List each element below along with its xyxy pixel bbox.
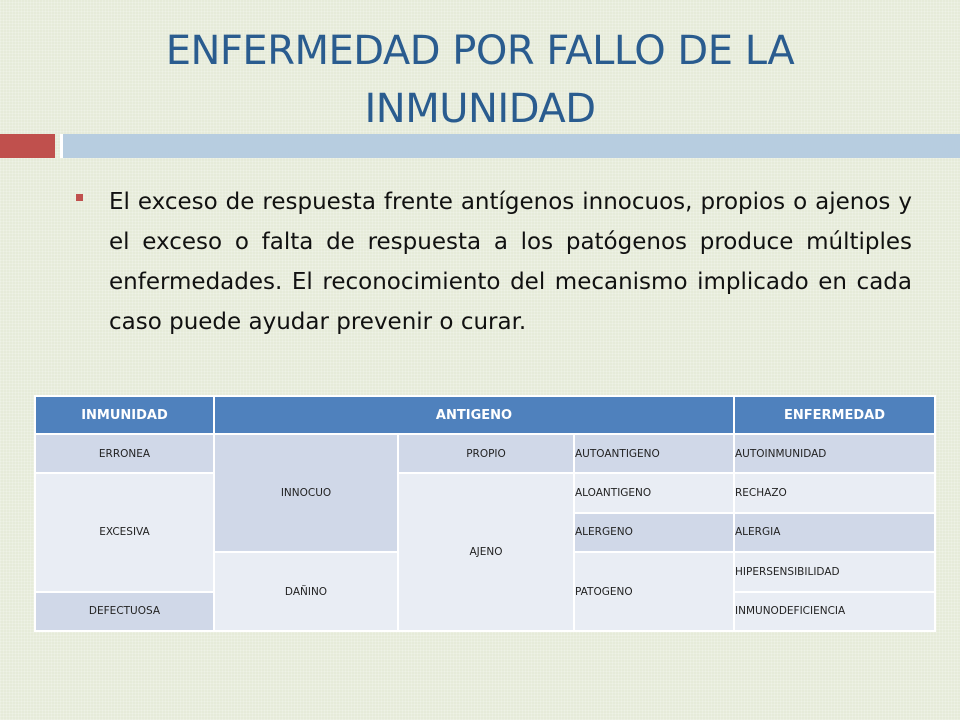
- table-row: [35, 473, 935, 512]
- cell-erronea: ERRONEA: [35, 434, 214, 473]
- cell-autoantigeno: AUTOANTIGENO: [574, 434, 734, 473]
- immunity-table: [34, 395, 936, 632]
- bullet-item: [76, 182, 912, 342]
- cell-alergia: ALERGIA: [734, 513, 935, 552]
- cell-rechazo: RECHAZO: [734, 473, 935, 512]
- bullet-text: El exceso de respuesta frente antígenos innocuos, propios o ajenos y el exceso o falta de respuesta a los patógenos produce múltiples enfermedades. El reconocimiento del mecanismo implicado en cada caso puede ayudar prevenir o curar.: [109, 189, 912, 335]
- cell-patogeno: PATOGENO: [574, 552, 734, 631]
- square-bullet-icon: [76, 194, 83, 201]
- slide-title: [60, 22, 900, 138]
- cell-innocuo: INNOCUO: [214, 434, 398, 552]
- header-antigeno: ANTIGENO: [214, 396, 734, 434]
- cell-alergeno: ALERGENO: [574, 513, 734, 552]
- cell-hipersensibilidad: HIPERSENSIBILIDAD: [734, 552, 935, 591]
- header-enfermedad: ENFERMEDAD: [734, 396, 935, 434]
- table-header-row: [35, 396, 935, 434]
- slide-title-line-2: INMUNIDAD: [364, 86, 596, 132]
- accent-bar-red: [0, 134, 55, 158]
- table-row: [35, 434, 935, 473]
- cell-ajeno: AJENO: [398, 473, 574, 631]
- cell-inmunodeficiencia: INMUNODEFICIENCIA: [734, 592, 935, 631]
- cell-aloantigeno: ALOANTIGENO: [574, 473, 734, 512]
- header-inmunidad: INMUNIDAD: [35, 396, 214, 434]
- cell-danino: DAÑINO: [214, 552, 398, 631]
- slide-title-line-1: ENFERMEDAD POR FALLO DE LA: [165, 28, 795, 74]
- cell-excesiva: EXCESIVA: [35, 473, 214, 591]
- cell-autoinmunidad: AUTOINMUNIDAD: [734, 434, 935, 473]
- cell-propio: PROPIO: [398, 434, 574, 473]
- accent-bar-blue: [60, 134, 960, 158]
- cell-defectuosa: DEFECTUOSA: [35, 592, 214, 631]
